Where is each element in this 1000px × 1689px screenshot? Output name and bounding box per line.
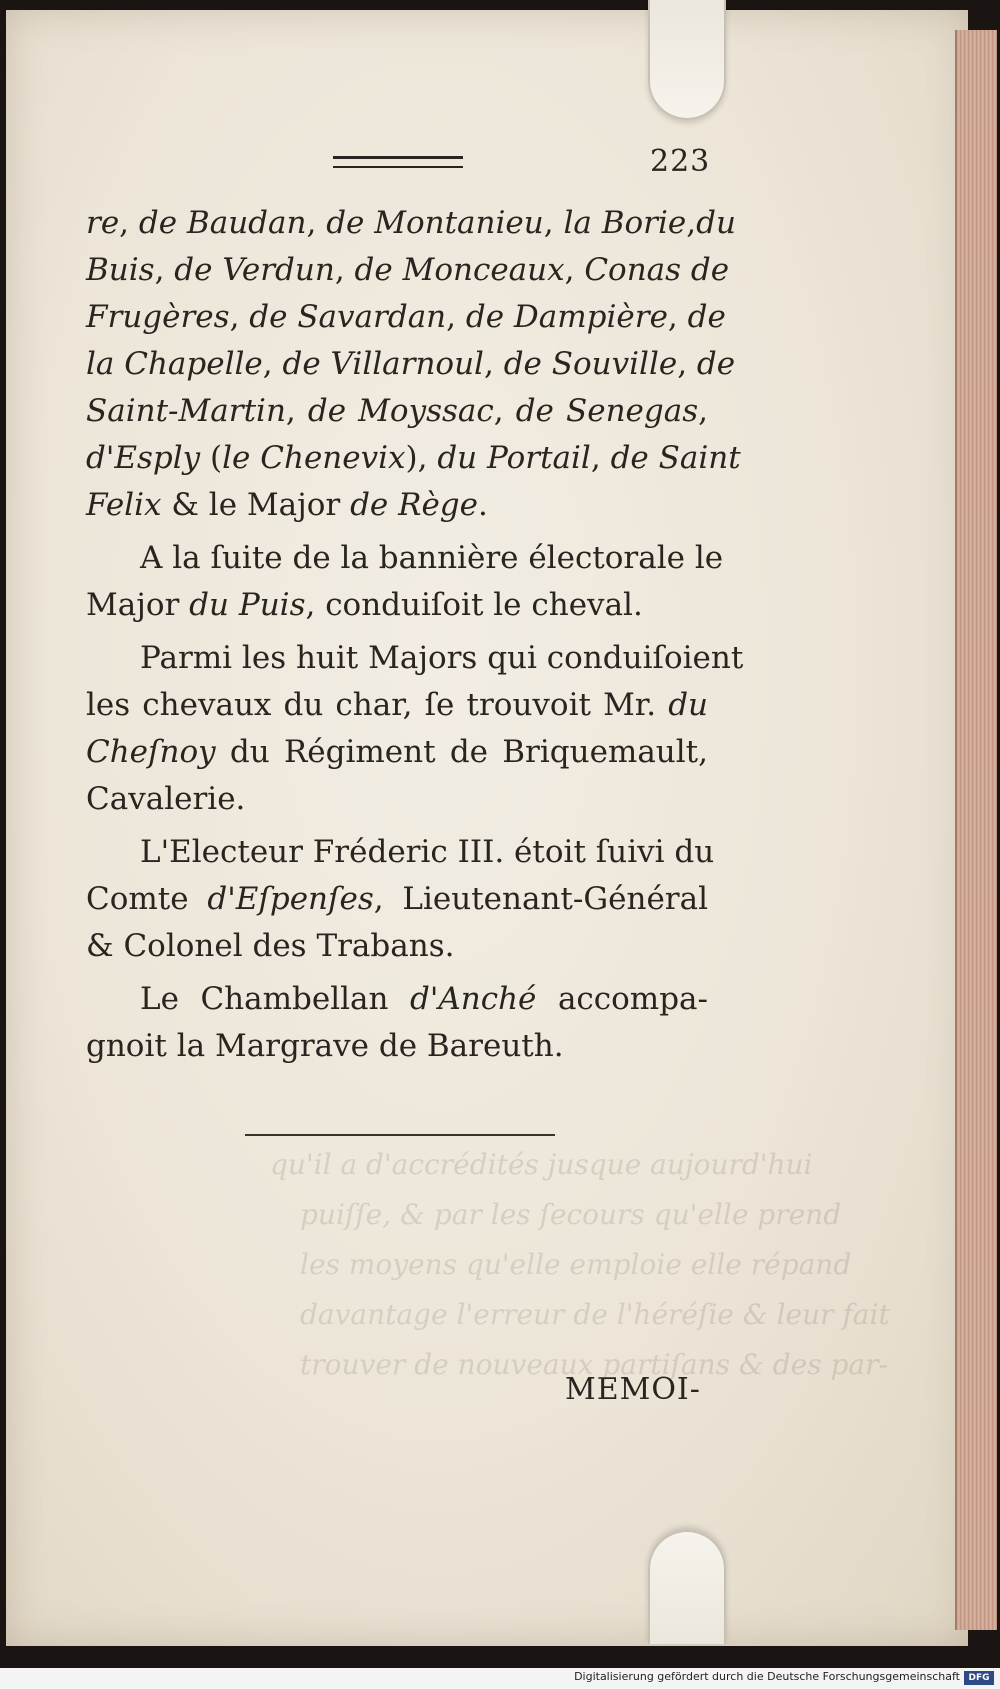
catchword: MEMOI- — [565, 1372, 701, 1407]
text-line — [86, 388, 708, 435]
text-run: , — [229, 299, 250, 335]
text-run: , — [590, 440, 611, 476]
header-ornament-rule — [333, 156, 463, 168]
italic-name: re — [86, 205, 120, 241]
footer-credit: Digitalisierung gefördert durch die Deutsche Forschungsgemeinschaft — [574, 1670, 960, 1683]
page-edges — [955, 30, 997, 1630]
page-number: 223 — [650, 144, 711, 179]
text-run: du Régiment de Briquemault, — [215, 734, 708, 770]
bleed-through-text: davantage l'erreur de l'héréſie & leur fait — [300, 1298, 890, 1331]
text-run: , — [686, 205, 697, 241]
text-line — [86, 341, 736, 388]
text-line — [86, 482, 708, 529]
text-run: A la ſuite de la bannière électorale le — [140, 540, 724, 576]
bleed-through-text: trouver de nouveaux partiſans & des par- — [300, 1348, 888, 1381]
italic-name: de Souville — [503, 346, 678, 382]
text-line — [86, 776, 708, 823]
italic-name: Saint-Martin — [86, 393, 286, 429]
text-line — [86, 1023, 708, 1070]
italic-name: de Senegas — [515, 393, 699, 429]
italic-name: Felix — [86, 487, 162, 523]
text-run: , — [543, 205, 564, 241]
italic-name: de Verdun — [174, 252, 335, 288]
text-line — [86, 200, 736, 247]
text-line — [86, 829, 715, 876]
text-run: & Colonel des Trabans. — [86, 928, 455, 964]
italic-name: de Savardan — [249, 299, 447, 335]
italic-name: de Moyssac — [307, 393, 494, 429]
italic-name: de — [696, 346, 736, 382]
text-run: , — [262, 346, 283, 382]
italic-name: du Puis — [189, 587, 306, 623]
italic-name: d'Eſpenſes — [207, 881, 374, 917]
text-run: , Lieutenant-Général — [373, 881, 708, 917]
italic-name: d'Anché — [410, 981, 537, 1017]
text-line — [86, 876, 708, 923]
bleed-through-text: puiſſe, & par les ſecours qu'elle prend — [300, 1198, 842, 1231]
page-clip-bottom — [648, 1530, 726, 1644]
body-text — [86, 200, 744, 1070]
text-run: ), — [405, 440, 438, 476]
bleed-through-text: qu'il a d'accrédités jusque aujourd'hui — [270, 1148, 813, 1181]
text-line — [86, 976, 708, 1023]
italic-name: d'Esply — [86, 440, 201, 476]
italic-name: de Villarnoul — [282, 346, 484, 382]
text-line — [86, 729, 708, 776]
text-run: les chevaux du char, ſe trouvoit Mr. — [86, 687, 669, 723]
text-run: , — [493, 393, 516, 429]
text-run: accompa- — [536, 981, 709, 1017]
text-run: , — [119, 205, 139, 241]
text-run: , — [677, 346, 697, 382]
italic-name: de Montanieu — [326, 205, 544, 241]
text-line — [86, 247, 730, 294]
text-run: Cavalerie. — [86, 781, 246, 817]
italic-name: Cheſnoy — [86, 734, 216, 770]
section-end-rule — [245, 1134, 555, 1136]
text-run: , — [334, 252, 355, 288]
text-run: & le Major — [161, 487, 351, 523]
italic-name: Conas de — [584, 252, 730, 288]
text-line — [86, 923, 708, 970]
italic-name: de Monceaux — [354, 252, 565, 288]
italic-name: du — [668, 687, 708, 723]
text-line — [86, 294, 726, 341]
text-line — [86, 435, 741, 482]
text-run: gnoit la Margrave de Bareuth. — [86, 1028, 564, 1064]
text-run: , — [483, 346, 504, 382]
italic-name: le Chenevix — [222, 440, 406, 476]
text-run: , — [306, 205, 327, 241]
text-run: Le Chambellan — [140, 981, 411, 1017]
text-line — [86, 582, 708, 629]
text-run: , — [667, 299, 688, 335]
digitization-footer — [0, 1668, 1000, 1689]
text-run: Comte — [86, 881, 208, 917]
text-run: , — [446, 299, 466, 335]
text-run: . — [478, 487, 488, 523]
italic-name: Buis — [86, 252, 155, 288]
text-line — [86, 635, 744, 682]
text-run: Major — [86, 587, 190, 623]
italic-name: de Dampière — [465, 299, 668, 335]
italic-name: de — [687, 299, 726, 335]
text-run: L'Electeur Fréderic III. étoit ſuivi du — [140, 834, 715, 870]
text-run: , — [698, 393, 708, 429]
text-line — [86, 535, 724, 582]
italic-name: du — [696, 205, 736, 241]
italic-name: de Baudan — [138, 205, 307, 241]
text-run: , conduiſoit le cheval. — [305, 587, 643, 623]
italic-name: la Chapelle — [86, 346, 263, 382]
text-run: Parmi les huit Majors qui conduiſoient — [140, 640, 744, 676]
italic-name: la Borie — [563, 205, 687, 241]
text-run: ( — [200, 440, 223, 476]
dfg-logo: DFG — [964, 1671, 994, 1685]
italic-name: du Portail — [437, 440, 591, 476]
bleed-through-text: les moyens qu'elle emploie elle répand — [300, 1248, 852, 1281]
text-line — [86, 682, 708, 729]
italic-name: de Rège — [350, 487, 478, 523]
italic-name: de Saint — [610, 440, 741, 476]
text-run: , — [154, 252, 175, 288]
text-run: , — [285, 393, 308, 429]
page-clip-top — [648, 0, 726, 120]
text-run: , — [564, 252, 585, 288]
italic-name: Frugères — [86, 299, 230, 335]
